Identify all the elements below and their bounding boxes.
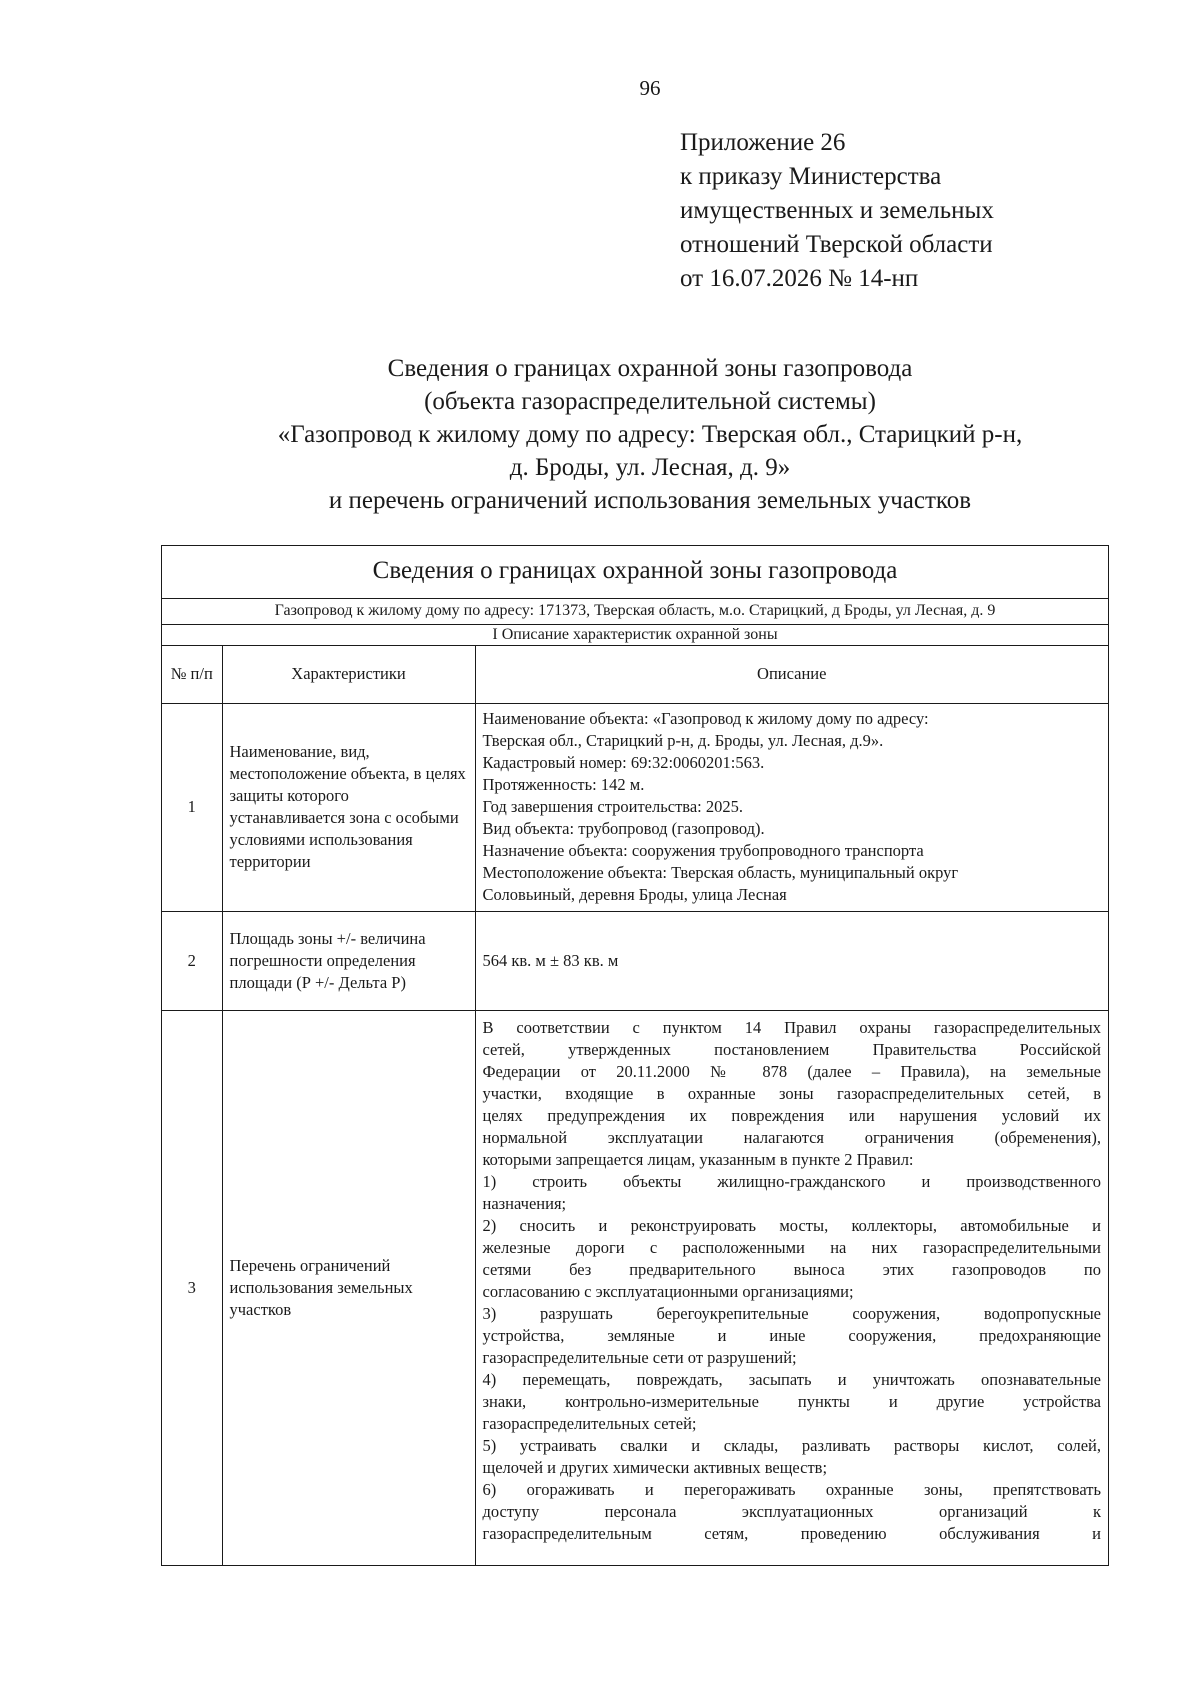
description-line: нормальной эксплуатации налагаются ограничения (обременения), — [482, 1127, 1101, 1147]
description-line: Наименование объекта: «Газопровод к жилому дому по адресу: — [482, 709, 929, 728]
description-line: Вид объекта: трубопровод (газопровод). — [482, 819, 765, 838]
description-line: Местоположение объекта: Тверская область, муниципальный округ — [482, 863, 959, 882]
title-line: (объекта газораспределительной системы) — [424, 388, 876, 415]
table-row — [162, 703, 1108, 911]
description-line: щелочей и других химически активных веществ; — [482, 1457, 828, 1477]
appendix-line: к приказу Министерства — [680, 163, 942, 190]
description-line: 4) перемещать, повреждать, засыпать и уничтожать опознавательные — [482, 1369, 1101, 1389]
description-line: Федерации от 20.11.2000 № 878 (далее – Правила), на земельные — [482, 1061, 1101, 1081]
column-header-description: Описание — [475, 646, 1108, 703]
table-row — [162, 1010, 1108, 1565]
row-characteristic: Перечень ограничений использования земельных участков — [222, 1010, 475, 1565]
document-title — [150, 352, 1150, 517]
row-number: 1 — [162, 703, 222, 911]
description-line: газораспределительным сетям, проведению обслуживания и — [482, 1523, 1101, 1543]
appendix-line: от 16.07.2026 № 14-нп — [680, 265, 919, 292]
title-line: Сведения о границах охранной зоны газопровода — [387, 355, 913, 382]
description-line: Тверская обл., Старицкий р-н, д. Броды, ул. Лесная, д.9». — [482, 731, 884, 750]
row-number: 3 — [162, 1010, 222, 1565]
appendix-line: имущественных и земельных — [680, 197, 994, 224]
description-line: 3) разрушать берегоукрепительные сооружения, водопропускные — [482, 1303, 1101, 1323]
row-description — [475, 703, 1108, 911]
table-row — [162, 911, 1108, 1010]
description-line: Соловьиный, деревня Броды, улица Лесная — [482, 885, 787, 904]
row-characteristic: Площадь зоны +/- величина погрешности определения площади (Р +/- Дельта Р) — [222, 911, 475, 1010]
description-line: целях предупреждения их повреждения или нарушения условий их — [482, 1105, 1101, 1125]
row-number: 2 — [162, 911, 222, 1010]
description-line: 1) строить объекты жилищно-гражданского и производственного — [482, 1171, 1101, 1191]
table-address: Газопровод к жилому дому по адресу: 171373, Тверская область, м.о. Старицкий, д Броды, ул Лесная, д. 9 — [162, 599, 1108, 625]
title-line: и перечень ограничений использования земельных участков — [328, 487, 972, 514]
description-line: сетями без предварительного выноса этих газопроводов по — [482, 1259, 1101, 1279]
appendix-block — [680, 126, 994, 296]
description-line: устройства, земляные и иные сооружения, предохраняющие — [482, 1325, 1101, 1345]
column-header-num: № п/п — [162, 646, 222, 703]
description-line: согласованию с эксплуатационными организациями; — [482, 1281, 854, 1301]
appendix-line: Приложение 26 — [680, 129, 846, 156]
characteristics-grid — [162, 646, 1108, 1565]
description-line: 2) сносить и реконструировать мосты, коллекторы, автомобильные и — [482, 1215, 1101, 1235]
description-line: Протяженность: 142 м. — [482, 775, 645, 794]
description-line: газораспределительных сетей; — [482, 1413, 697, 1433]
row-description: 564 кв. м ± 83 кв. м — [475, 911, 1108, 1010]
page-number: 96 — [639, 76, 661, 100]
description-line: Кадастровый номер: 69:32:0060201:563. — [482, 753, 765, 772]
description-line: знаки, контрольно-измерительные пункты и другие устройства — [482, 1391, 1101, 1411]
description-line: 5) устраивать свалки и склады, разливать растворы кислот, солей, — [482, 1435, 1101, 1455]
description-line: участки, входящие в охранные зоны газораспределительных сетей, в — [482, 1083, 1101, 1103]
description-line: В соответствии с пунктом 14 Правил охраны газораспределительных — [482, 1017, 1101, 1037]
description-line: назначения; — [482, 1193, 567, 1213]
column-header-characteristics: Характеристики — [222, 646, 475, 703]
description-line: Назначение объекта: сооружения трубопроводного транспорта — [482, 841, 924, 860]
row-description — [475, 1010, 1108, 1565]
protection-zone-table — [161, 545, 1109, 1566]
description-line: железные дороги с расположенными на них газораспределительными — [482, 1237, 1101, 1257]
description-line: сетей, утвержденных постановлением Правительства Российской — [482, 1039, 1101, 1059]
description-line: которыми запрещается лицам, указанным в пункте 2 Правил: — [482, 1149, 914, 1169]
row-characteristic: Наименование, вид, местоположение объекта, в целях защиты которого устанавливается зона с особыми условиями использования территории — [222, 703, 475, 911]
description-line: 6) огораживать и перегораживать охранные зоны, препятствовать — [482, 1479, 1101, 1499]
appendix-line: отношений Тверской области — [680, 231, 993, 258]
description-line: доступу персонала эксплуатационных организаций к — [482, 1501, 1101, 1521]
description-line: газораспределительные сети от разрушений; — [482, 1347, 797, 1367]
title-line: «Газопровод к жилому дому по адресу: Тверская обл., Старицкий р-н, — [277, 421, 1023, 448]
description-line: Год завершения строительства: 2025. — [482, 797, 744, 816]
table-section-title: I Описание характеристик охранной зоны — [162, 625, 1108, 646]
table-heading: Сведения о границах охранной зоны газопровода — [162, 546, 1108, 599]
title-line: д. Броды, ул. Лесная, д. 9» — [509, 454, 791, 481]
table-header-row — [162, 646, 1108, 703]
